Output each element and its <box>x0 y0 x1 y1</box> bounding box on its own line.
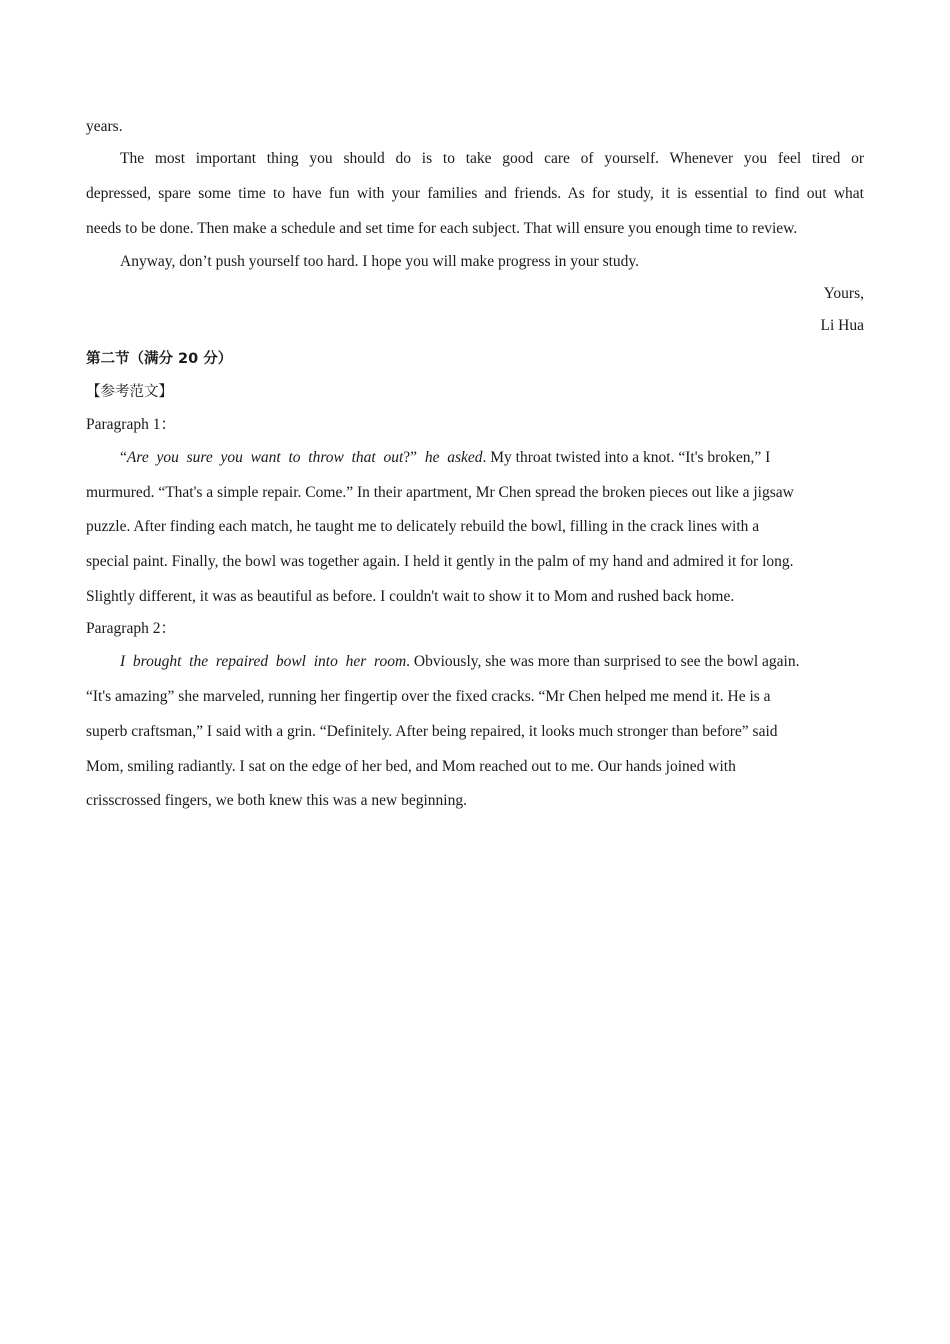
paragraph-1-line-4: special paint. Finally, the bowl was together again. I held it gently in the palm of my hand and admired it for long. <box>86 553 794 570</box>
paragraph-1-line-2: murmured. “That's a simple repair. Come.” In their apartment, Mr Chen spread the broken pieces out like a jigsaw <box>86 484 794 501</box>
prompt-he-asked: he asked <box>424 449 483 466</box>
prompt-sentence-1: Are you sure you want to throw that out <box>126 449 404 466</box>
letter-line-years: years. <box>86 118 123 135</box>
paragraph-2-label: Paragraph 2： <box>86 620 176 637</box>
letter-paragraph-3: Anyway, don’t push yourself too hard. I hope you will make progress in your study. <box>120 253 640 270</box>
letter-closing: Yours, <box>823 285 864 302</box>
paragraph-2-line-1-rest: . Obviously, she was more than surprised to see the bowl again. <box>406 653 800 670</box>
paragraph-2-line-5: crisscrossed fingers, we both knew this was a new beginning. <box>86 792 467 809</box>
sample-essay-label: 【参考范文】 <box>86 384 173 400</box>
paragraph-2-line-2: “It's amazing” she marveled, running her fingertip over the fixed cracks. “Mr Chen helped me mend it. He is a <box>86 688 771 705</box>
letter-paragraph-2-line-3: needs to be done. Then make a schedule and set time for each subject. That will ensure you enough time to review. <box>86 220 798 237</box>
open-quote: “ <box>120 449 127 466</box>
paragraph-2-line-3: superb craftsman,” I said with a grin. “Definitely. After being repaired, it looks much stronger than before” said <box>86 723 778 740</box>
section-heading: 第二节（满分 20 分） <box>86 351 233 367</box>
quote-close: ?” <box>403 449 425 466</box>
paragraph-1-line-1 <box>120 448 864 468</box>
letter-paragraph-2-line-2: depressed, spare some time to have fun with your families and friends. As for study, it is essential to find out what <box>86 185 864 202</box>
paragraph-2-line-1 <box>120 652 864 672</box>
paragraph-1-line-5: Slightly different, it was as beautiful as before. I couldn't wait to show it to Mom and rushed back home. <box>86 588 735 605</box>
paragraph-2-line-4: Mom, smiling radiantly. I sat on the edge of her bed, and Mom reached out to me. Our hands joined with <box>86 758 736 775</box>
prompt-sentence-2: I brought the repaired bowl into her room <box>120 653 407 670</box>
paragraph-1-line-1-rest: . My throat twisted into a knot. “It's broken,” I <box>482 449 771 466</box>
paragraph-1-line-3: puzzle. After finding each match, he taught me to delicately rebuild the bowl, filling in the crack lines with a <box>86 518 760 535</box>
paragraph-1-label: Paragraph 1： <box>86 416 176 433</box>
letter-signature: Li Hua <box>820 317 864 334</box>
letter-paragraph-2-line-1: The most important thing you should do is to take good care of yourself. Whenever you feel tired or <box>120 150 864 167</box>
